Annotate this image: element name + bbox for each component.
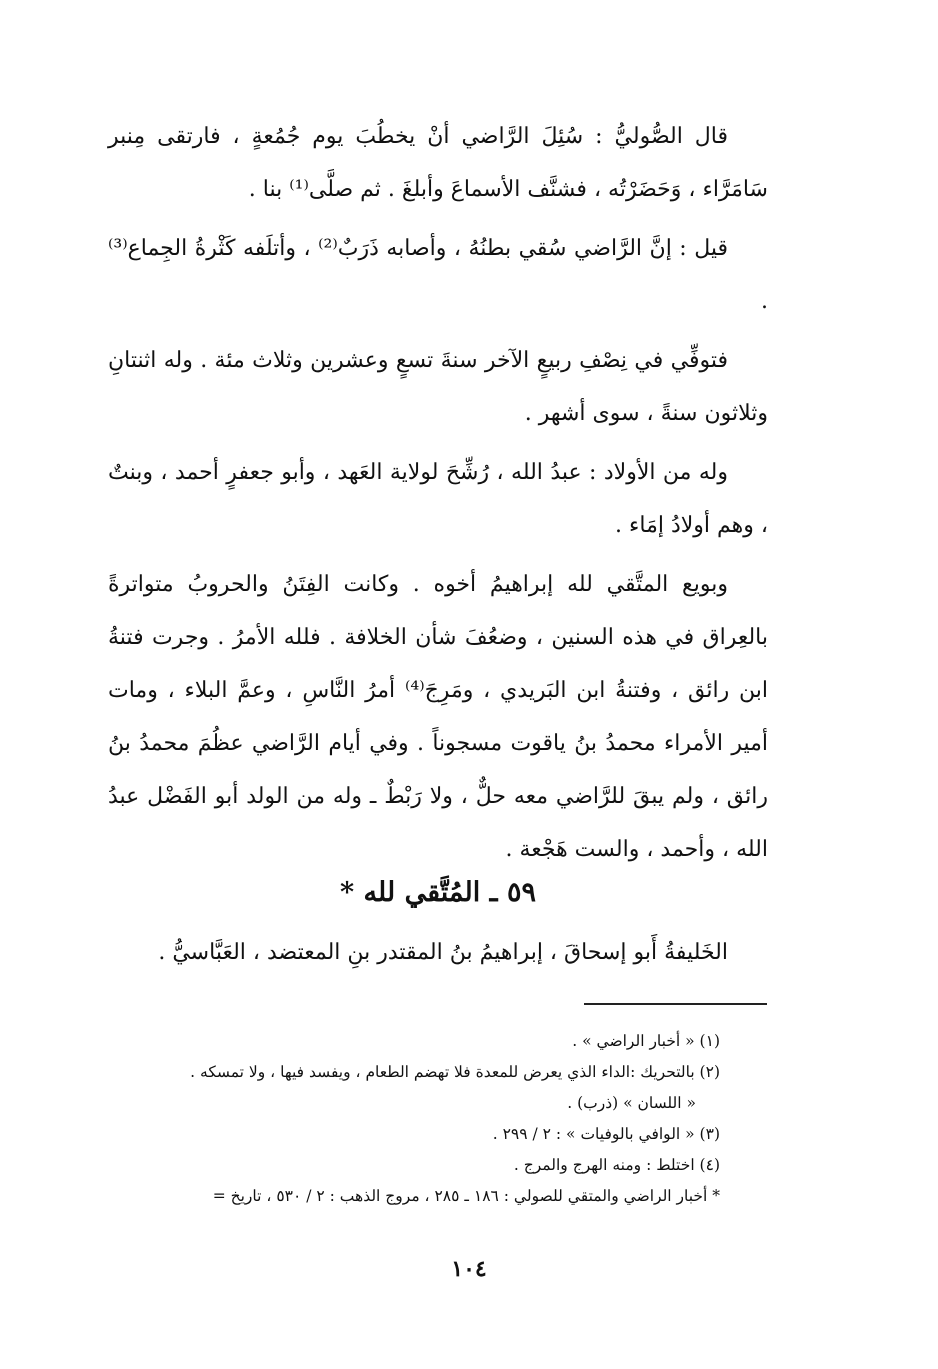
footnote-2: (٢) بالتحريك :الداء الذي يعرض للمعدة فلا تهضم الطعام ، ويفسد فيها ، ولا تمسكه . (190, 1063, 720, 1081)
main-text (108, 110, 768, 876)
paragraph-2: قيل : إنَّ الرَّاضي سُقي بطنُهُ ، وأصابه ذَرَبٌ⁽²⁾ ، وأتلَفه كَثْرةُ الجِماع⁽³⁾ . (108, 236, 768, 314)
footnote-1: (١) « أخبار الراضي » . (572, 1032, 720, 1050)
paragraph-5: وبويع المتَّقي لله إبراهيمُ أخوه . وكانت الفِتَنُ والحروبُ متواترةً بالعِراق في هذه السنين ، وضعُفَ شأن الخلافة . فلله الأمرُ . وجرت فتنةُ ابن رائق ، وفتنةُ ابن البَريدي ، ومَرِجَ⁽⁴⁾ أمرُ النَّاسِ ، وعمَّ البلاء ، ومات أمير الأمراء محمدُ بنُ ياقوت مسجوناً . وفي أيام الرَّاضي عظُمَ محمدُ بنُ رائق ، ولم يبقَ للرَّاضي معه حلٌّ ، ولا رَبْطٌ ـ وله من الولد أبو الفَضْل عبدُ الله ، وأحمد ، والست هَجْعة . (108, 572, 768, 862)
page-number: ١٠٤ (451, 1256, 487, 1282)
section-subline: الخَليفةُ أَبو إسحاقَ ، إبراهيمُ بنُ المقتدر بنِ المعتضد ، العَبَّاسيُّ . (158, 940, 728, 965)
paragraph-4: وله من الأولاد : عبدُ الله ، رُشِّحَ لولاية العَهد ، وأبو جعفرٍ أحمد ، وبنتٌ ، وهم أولادُ إمَاء . (108, 460, 768, 538)
paragraph-1: قال الصُّوليُّ : سُئِلَ الرَّاضي أنْ يخطُبَ يوم جُمُعةٍ ، فارتقى مِنبر سَامَرَّاء ، وَحَضَرْتُه ، فشنَّف الأسماعَ وأبلغَ . ثم صلَّى⁽¹⁾ بنا . (108, 124, 768, 202)
footnote-2-continued: « اللسان » (ذرب) . (567, 1094, 696, 1112)
section-heading: ٥٩ ـ المُتَّقي لله * (340, 877, 536, 908)
paragraph-3: فتوفِّي في نِصْفِ ربيعٍ الآخر سنةَ تسعٍ وعشرين وثلاث مئة . وله اثنتانِ وثلاثون سنةً ، سوى أشهر . (108, 348, 768, 426)
footnote-divider (584, 1003, 767, 1005)
footnotes (80, 1026, 720, 1212)
footnote-source: * أخبار الراضي والمتقي للصولي : ١٨٦ ـ ٢٨٥ ، مروج الذهب : ٢ / ٥٣٠ ، تاريخ = (212, 1187, 720, 1205)
footnote-3: (٣) « الوافي بالوفيات » : ٢ / ٢٩٩ . (492, 1125, 720, 1143)
footnote-4: (٤) اختلط : ومنه الهرج والمرج . (513, 1156, 720, 1174)
